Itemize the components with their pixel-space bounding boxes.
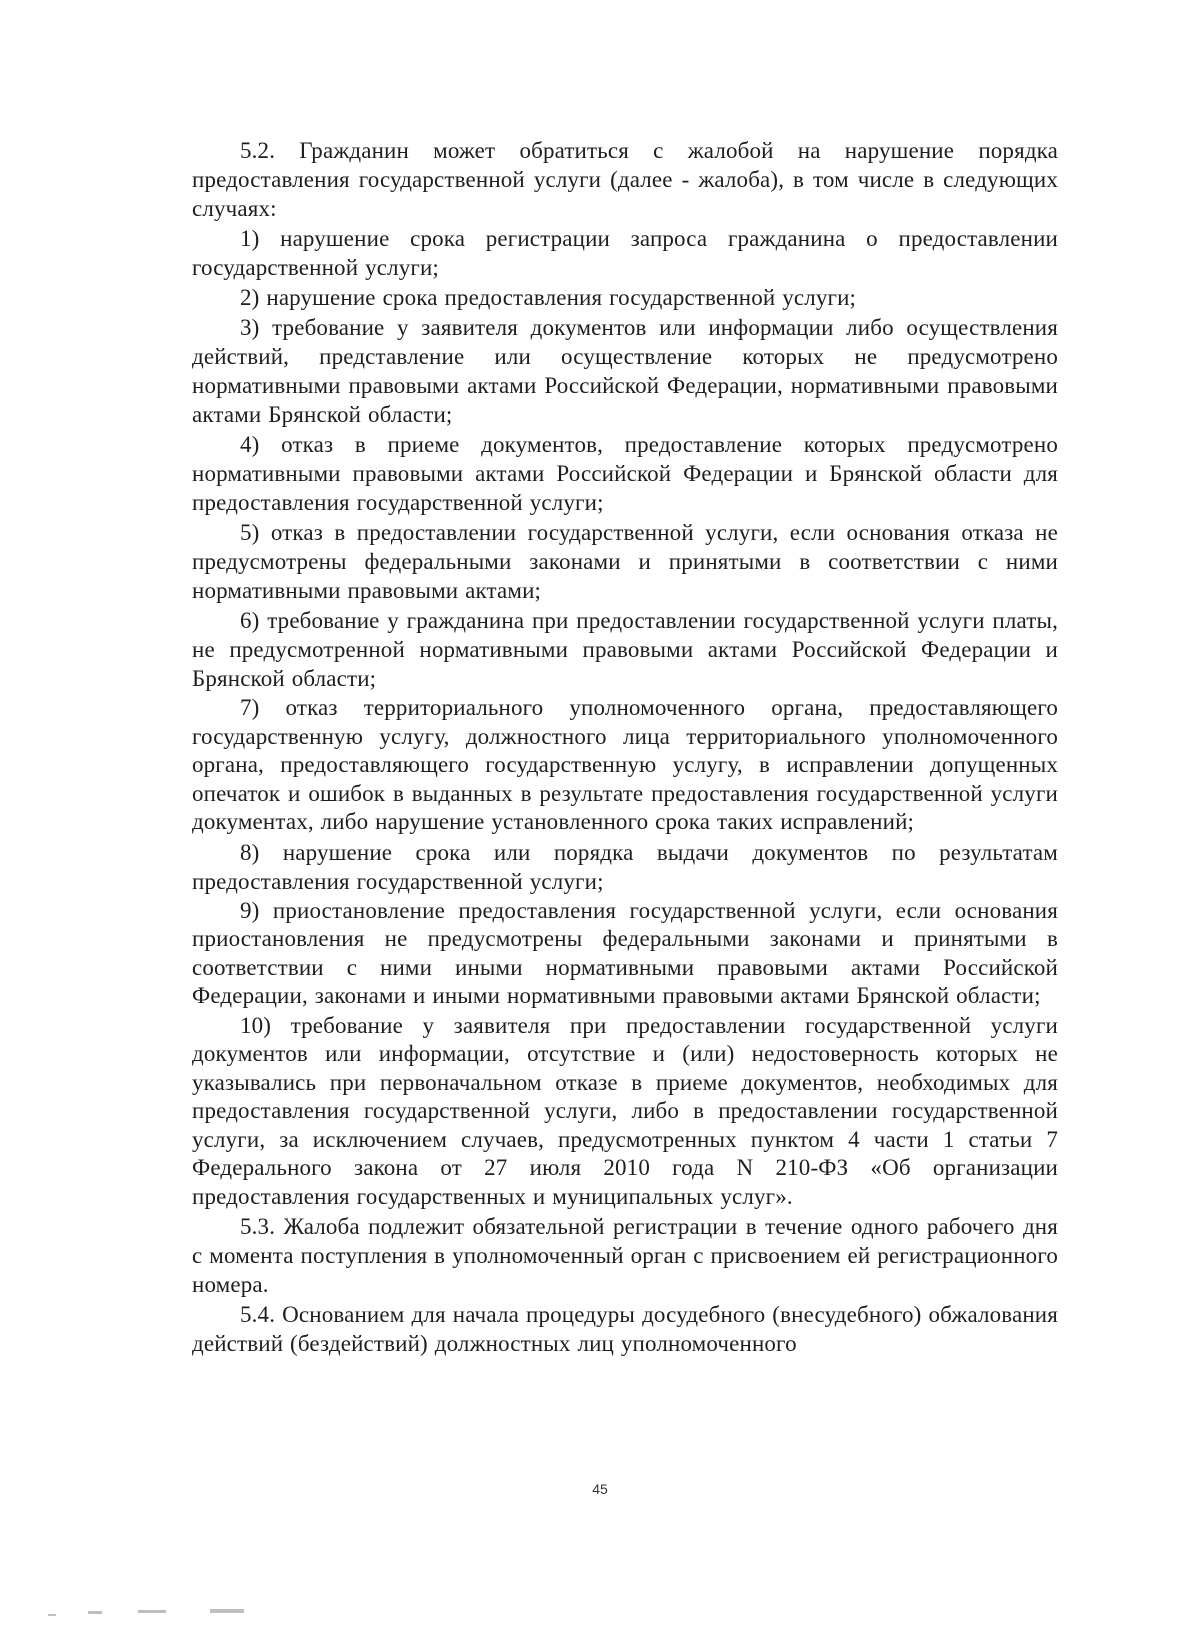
scan-artifact	[48, 1614, 56, 1616]
list-item-1: 1) нарушение срока регистрации запроса гражданина о предоставлении государственной услуги;	[192, 226, 1058, 280]
paragraph-5-3: 5.3. Жалоба подлежит обязательной регистрации в течение одного рабочего дня с момента поступления в уполномоченный орган с присвоением ей регистрационного номера.	[192, 1214, 1058, 1297]
document-body	[192, 136, 1058, 1359]
list-item-2: 2) нарушение срока предоставления государственной услуги;	[240, 285, 857, 310]
paragraph-5-2: 5.2. Гражданин может обратиться с жалобой на нарушение порядка предоставления государственной услуги (далее - жалоба), в том числе в следующих случаях:	[192, 138, 1058, 221]
scan-artifact	[88, 1611, 102, 1614]
list-item-10: 10) требование у заявителя при предоставлении государственной услуги документов или информации, отсутствие и (или) недостоверность которых не указывались при первоначальном отказе в приеме документов, необходимых для предоставления государственной услуги, либо в предоставлении государственной услуги, за исключением случаев, предусмотренных пунктом 4 части 1 статьи 7 Федерального закона от 27 июля 2010 года N 210-ФЗ «Об организации предоставления государственных и муниципальных услуг».	[192, 1012, 1058, 1209]
list-item-6: 6) требование у гражданина при предоставлении государственной услуги платы, не предусмотренной нормативными правовыми актами Российской Федерации и Брянской области;	[192, 608, 1058, 691]
list-item-7: 7) отказ территориального уполномоченного органа, предоставляющего государственную услугу, должностного лица территориального уполномоченного органа, предоставляющего государственную услугу, в исправлении допущенных опечаток и ошибок в выданных в результате предоставления государственной услуги документах, либо нарушение установленного срока таких исправлений;	[192, 695, 1058, 834]
list-item-9: 9) приостановление предоставления государственной услуги, если основания приостановления не предусмотрены федеральными законами и принятыми в соответствии с ними иными нормативными правовыми актами Российской Федерации, законами и иными нормативными правовыми актами Брянской области;	[192, 897, 1058, 1008]
list-item-8: 8) нарушение срока или порядка выдачи документов по результатам предоставления государственной услуги;	[192, 839, 1058, 894]
list-item-3: 3) требование у заявителя документов или информации либо осуществления действий, представление или осуществление которых не предусмотрено нормативными правовыми актами Российской Федерации, нормативными правовыми актами Брянской области;	[192, 315, 1058, 427]
list-item-4: 4) отказ в приеме документов, предоставление которых предусмотрено нормативными правовыми актами Российской Федерации и Брянской области для предоставления государственной услуги;	[192, 432, 1058, 515]
scan-artifact	[138, 1610, 166, 1613]
paragraph-5-4: 5.4. Основанием для начала процедуры досудебного (внесудебного) обжалования действий (бездействий) должностных лиц уполномоченного	[192, 1302, 1058, 1356]
list-item-5: 5) отказ в предоставлении государственной услуги, если основания отказа не предусмотрены федеральными законами и принятыми в соответствии с ними нормативными правовыми актами;	[192, 520, 1058, 603]
page-number: 45	[592, 1481, 608, 1497]
scan-artifact	[210, 1609, 244, 1613]
